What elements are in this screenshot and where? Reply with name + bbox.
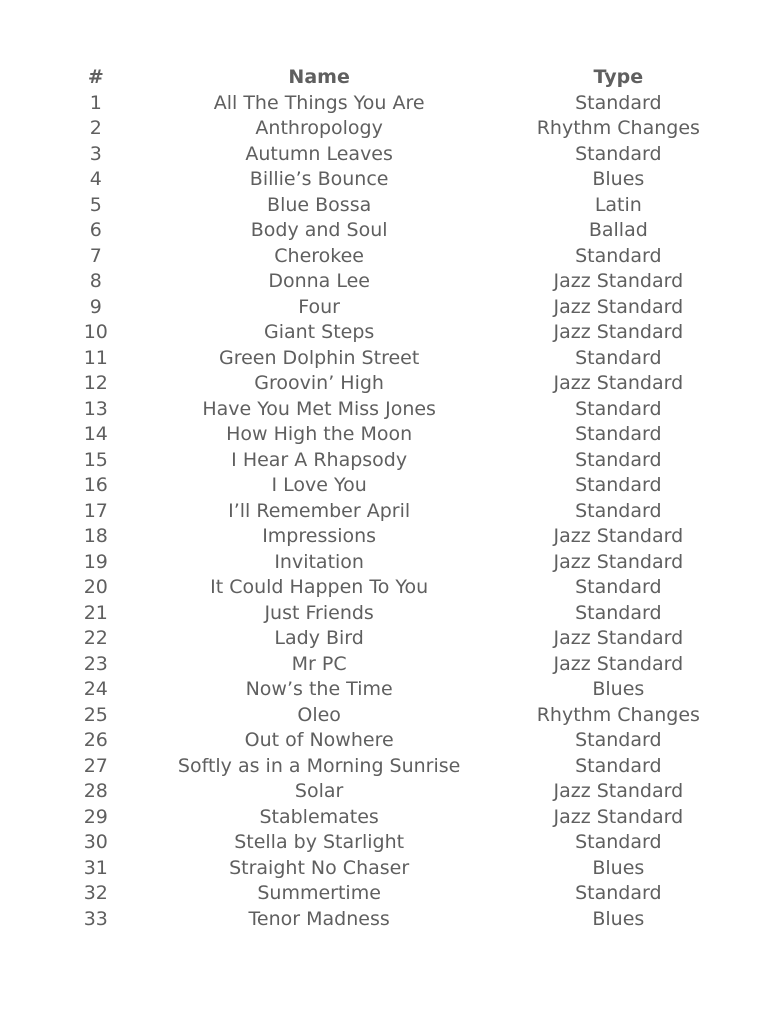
table-row [60,244,730,270]
table-row [60,499,730,525]
tune-name-cell: Body and Soul [250,219,388,241]
tune-type-cell: Jazz Standard [553,550,684,573]
row-number-cell: 24 [83,678,108,700]
tune-type-cell: Standard [575,244,662,267]
row-number-cell: 10 [83,321,108,343]
table-row [60,677,730,703]
tune-name-cell: Groovin’ High [254,372,384,394]
table-row [60,907,730,933]
table-header-row [60,65,730,91]
tune-name-cell: Mr PC [291,652,347,675]
table-row [60,856,730,882]
row-number-cell: 30 [83,831,108,853]
document-page [0,65,768,932]
row-number-cell: 7 [89,244,102,267]
tune-name-cell: Now’s the Time [245,678,393,700]
tune-name-cell: All The Things You Are [213,91,425,114]
tune-type-cell: Blues [592,678,645,700]
table-row [60,397,730,423]
tune-name-cell: I Love You [271,474,367,496]
tune-name-cell: Four [298,295,340,318]
tune-type-cell: Standard [575,346,662,369]
tune-type-cell: Standard [575,448,662,471]
row-number-cell: 3 [89,142,102,165]
table-row [60,269,730,295]
table-row [60,142,730,168]
table-row [60,371,730,397]
row-number-cell: 16 [83,474,108,496]
column-header-type: Type [593,66,644,88]
row-number-cell: 2 [89,117,102,139]
row-number-cell: 6 [89,219,102,241]
row-number-cell: 17 [83,499,108,522]
table-body [60,91,730,933]
row-number-cell: 13 [83,397,108,420]
tune-type-cell: Standard [575,882,662,904]
tune-type-cell: Jazz Standard [553,652,684,675]
tune-name-cell: Cherokee [274,244,364,267]
tune-name-cell: Blue Bossa [267,193,372,216]
tune-type-cell: Standard [575,423,662,445]
tune-type-cell: Jazz Standard [553,321,684,343]
tune-type-cell: Blues [592,856,645,879]
row-number-cell: 9 [89,295,102,318]
column-header-number: # [87,66,104,88]
tune-name-cell: Giant Steps [263,321,375,343]
tune-name-cell: Invitation [274,550,364,573]
table-row [60,652,730,678]
row-number-cell: 14 [83,423,108,445]
table-row [60,601,730,627]
row-number-cell: 18 [83,525,108,547]
tune-name-cell: Donna Lee [268,270,370,292]
table-row [60,575,730,601]
tune-name-cell: Solar [294,780,344,802]
tune-name-cell: Lady Bird [274,627,364,649]
tune-type-cell: Standard [575,601,662,624]
row-number-cell: 33 [83,907,108,930]
tune-name-cell: Summertime [257,882,381,904]
table-row [60,295,730,321]
table-row [60,703,730,729]
table-row [60,422,730,448]
column-header-name: Name [288,66,350,88]
table-row [60,805,730,831]
tune-name-cell: Just Friends [264,601,374,624]
tune-type-cell: Blues [592,168,645,190]
tune-type-cell: Jazz Standard [553,270,684,292]
tune-type-cell: Standard [575,142,662,165]
table-row [60,193,730,219]
tune-name-cell: Impressions [262,525,377,547]
tune-type-cell: Latin [594,193,642,216]
table-row [60,346,730,372]
tune-name-cell: Stablemates [259,805,379,828]
tune-type-cell: Rhythm Changes [536,117,700,139]
table-row [60,320,730,346]
tune-type-cell: Standard [575,754,662,777]
tune-name-cell: Anthropology [255,117,383,139]
tune-type-cell: Standard [575,474,662,496]
tune-name-cell: How High the Moon [226,423,413,445]
table-row [60,448,730,474]
table-row [60,218,730,244]
row-number-cell: 28 [83,780,108,802]
table-row [60,779,730,805]
row-number-cell: 19 [83,550,108,573]
table-row [60,550,730,576]
tune-name-cell: Softly as in a Morning Sunrise [177,754,461,777]
tune-name-cell: Autumn Leaves [245,142,393,165]
tune-type-cell: Standard [575,831,662,853]
tune-type-cell: Jazz Standard [553,805,684,828]
tune-name-cell: Oleo [297,703,341,726]
row-number-cell: 8 [89,270,102,292]
tune-name-cell: It Could Happen To You [210,576,429,598]
tune-type-cell: Jazz Standard [553,780,684,802]
tune-type-cell: Standard [575,499,662,522]
row-number-cell: 12 [83,372,108,394]
table-row [60,754,730,780]
tune-list-table [60,65,730,932]
tune-name-cell: I’ll Remember April [228,499,411,522]
row-number-cell: 22 [83,627,108,649]
row-number-cell: 1 [89,91,102,114]
row-number-cell: 21 [83,601,108,624]
row-number-cell: 32 [83,882,108,904]
row-number-cell: 27 [83,754,108,777]
row-number-cell: 26 [83,729,108,751]
tune-type-cell: Jazz Standard [553,525,684,547]
table-row [60,167,730,193]
row-number-cell: 29 [83,805,108,828]
table-row [60,881,730,907]
table-row [60,524,730,550]
tune-name-cell: Straight No Chaser [229,856,410,879]
row-number-cell: 4 [89,168,102,190]
row-number-cell: 11 [83,346,108,369]
table-row [60,626,730,652]
tune-type-cell: Ballad [588,219,648,241]
tune-type-cell: Jazz Standard [553,627,684,649]
row-number-cell: 20 [83,576,108,598]
tune-name-cell: Out of Nowhere [244,729,394,751]
table-row [60,116,730,142]
tune-name-cell: Green Dolphin Street [218,346,420,369]
tune-type-cell: Blues [592,907,645,930]
row-number-cell: 15 [83,448,108,471]
tune-type-cell: Standard [575,397,662,420]
tune-type-cell: Standard [575,91,662,114]
row-number-cell: 31 [83,856,108,879]
table-row [60,473,730,499]
tune-type-cell: Jazz Standard [553,295,684,318]
row-number-cell: 5 [89,193,102,216]
row-number-cell: 23 [83,652,108,675]
tune-type-cell: Standard [575,729,662,751]
tune-type-cell: Standard [575,576,662,598]
tune-name-cell: Billie’s Bounce [249,168,389,190]
table-row [60,830,730,856]
table-row [60,728,730,754]
row-number-cell: 25 [83,703,108,726]
table-row [60,91,730,117]
tune-type-cell: Jazz Standard [553,372,684,394]
tune-name-cell: Tenor Madness [248,907,390,930]
tune-type-cell: Rhythm Changes [536,703,700,726]
tune-name-cell: Stella by Starlight [234,831,405,853]
tune-name-cell: I Hear A Rhapsody [231,448,408,471]
tune-name-cell: Have You Met Miss Jones [202,397,436,420]
